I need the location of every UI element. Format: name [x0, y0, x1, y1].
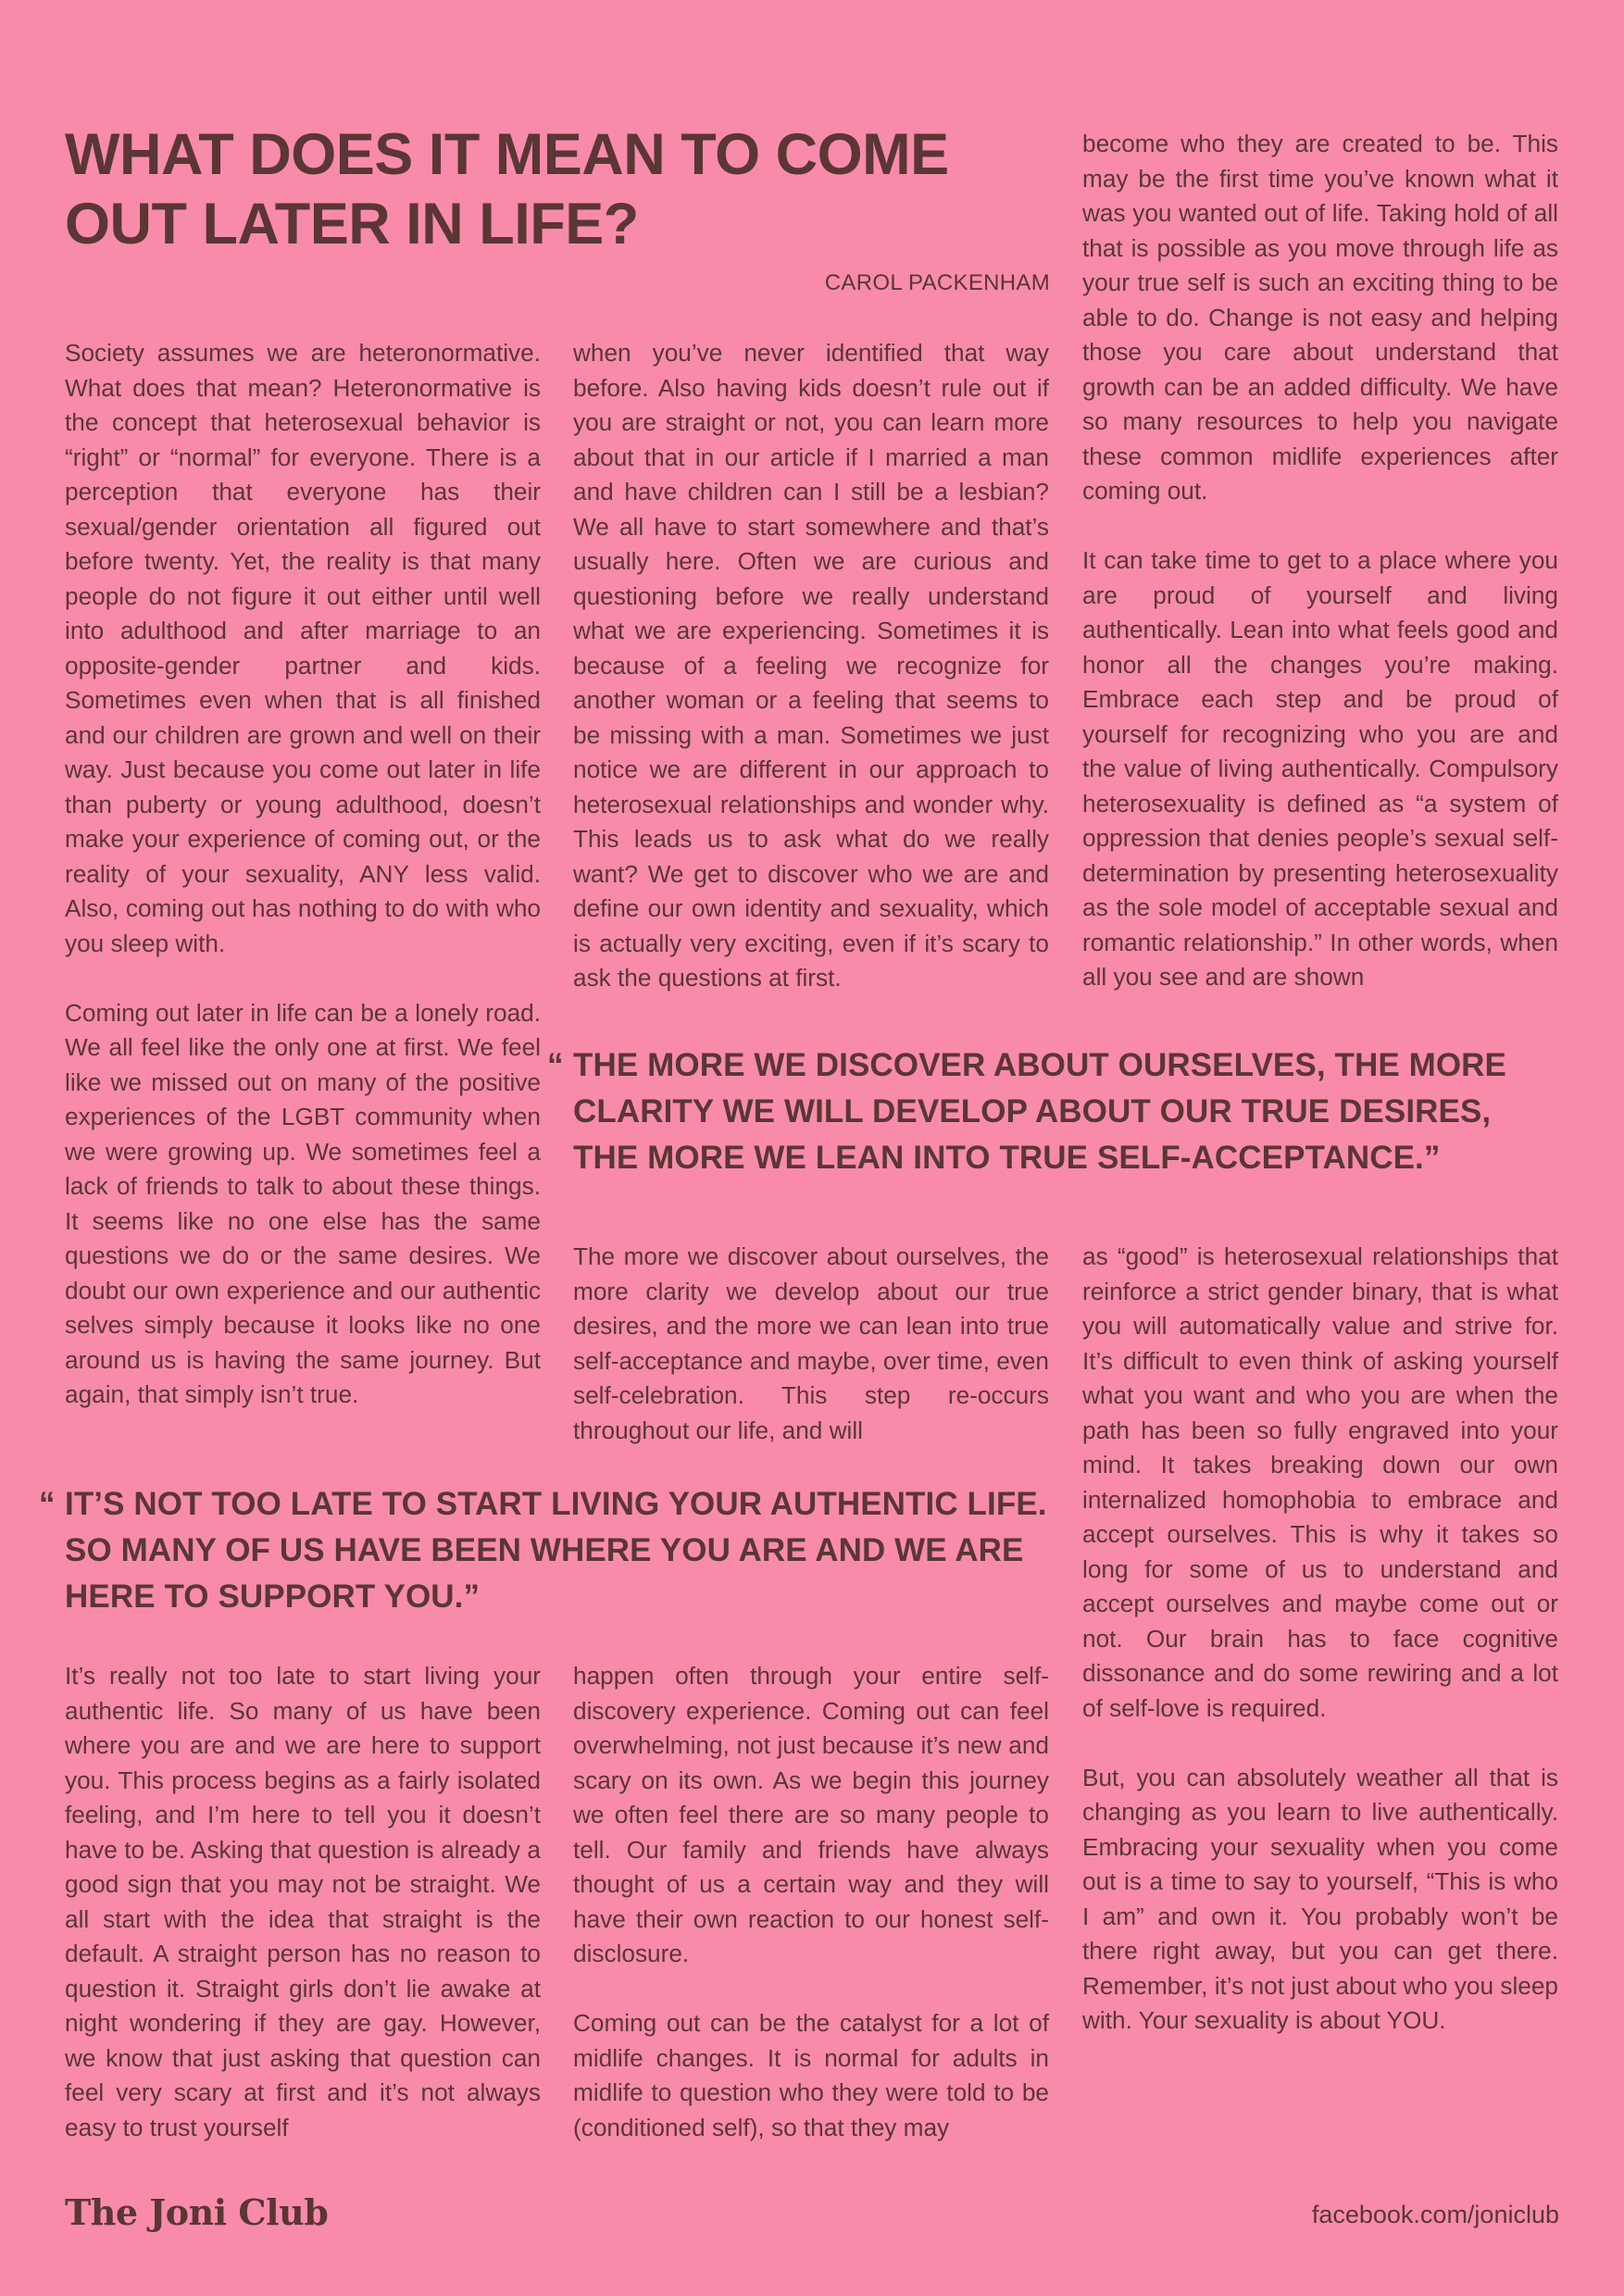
body-paragraph: when you’ve never identified that way before. Also having kids doesn’t rule out if you are straight or not, you can learn more about that in our article if I married a man and have children can I still be a lesbian? We all have to start somewhere and that’s usually here. Often we are curious and questioning before we really understand what we are experiencing. Sometimes it is because of a feeling we recognize for another woman or a feeling that seems to be missing with a man. Sometimes we just notice we are different in our approach to heterosexual relationships and wonder why. This leads us to ask what do we really want? We get to discover who we are and define our own identity and sexuality, which is actually very exciting, even if it’s scary to ask the questions at first. [573, 339, 1049, 992]
pull-quote-text: IT’S NOT TOO LATE TO START LIVING YOUR AUTHENTIC LIFE. SO MANY OF US HAVE BEEN WHERE YOU ARE AND WE ARE HERE TO SUPPORT YOU.” [65, 1486, 1047, 1615]
pull-quote-text: THE MORE WE DISCOVER ABOUT OURSELVES, THE MORE CLARITY WE WILL DEVELOP ABOUT OUR TRUE DESIRES, THE MORE WE LEAN INTO TRUE SELF-ACCEPTANCE.” [573, 1047, 1506, 1176]
quote-mark: “ [547, 1047, 564, 1083]
column-2-top [573, 336, 1049, 996]
body-paragraph: happen often through your entire self-discovery experience. Coming out can feel overwhelming, not just because it’s new and scary on its own. As we begin this journey we often feel there are so many people to tell. Our family and friends have always thought of us a certain way and they will have their own reaction to our honest self-disclosure. [573, 1662, 1049, 1967]
column-1-top [65, 336, 541, 1413]
pull-quote [39, 1481, 1050, 1620]
body-paragraph: become who they are created to be. This may be the first time you’ve known what it was you wanted out of life. Taking hold of all that is possible as you move through life as your true self is such an exciting thing to be able to do. Change is not easy and helping those you care about understand that growth can be an added difficulty. We have so many resources to help you navigate these common midlife experiences after coming out. [1082, 130, 1558, 505]
body-paragraph: Coming out later in life can be a lonely road. We all feel like the only one at first. We feel like we missed out on many of the positive experiences of the LGBT community when we were growing up. We sometimes feel a lack of friends to talk to about these things. It seems like no one else has the same questions we do or the same desires. We doubt our own experience and our authentic selves simply because it looks like no one around us is having the same journey. But again, that simply isn’t true. [65, 998, 541, 1408]
brand-logo: The Joni Club [65, 2191, 329, 2233]
column-3-bottom [1082, 1240, 1558, 2039]
body-paragraph: It can take time to get to a place where you are proud of yourself and living authentically. Lean into what feels good and honor all the changes you’re making. Embrace each step and be proud of yourself for recognizing who you are and the value of living authentically. Compulsory heterosexuality is defined as “a system of oppression that denies people’s sexual self-determination by presenting heterosexuality as the sole model of acceptable sexual and romantic relationship.” In other words, when all you see and are shown [1082, 546, 1558, 991]
body-paragraph: The more we discover about ourselves, the more clarity we develop about our true desires, and the more we can lean into true self-acceptance and maybe, over time, even self-celebration. This step re-occurs throughout our life, and will [573, 1242, 1049, 1444]
body-paragraph: as “good” is heterosexual relationships that reinforce a strict gender binary, that is what you will automatically value and strive for. It’s difficult to even think of asking yourself what you want and who you are when the path has been so fully engraved into your mind. It takes breaking down our own internalized homophobia to embrace and accept ourselves. This is why it takes so long for some of us to understand and accept ourselves and maybe come out or not. Our brain has to face cognitive dissonance and do some rewiring and a lot of self-love is required. [1082, 1242, 1558, 1722]
column-2-middle [573, 1240, 1049, 1448]
pull-quote [547, 1042, 1558, 1181]
facebook-link[interactable]: facebook.com/joniclub [1311, 2201, 1559, 2228]
quote-mark: “ [39, 1486, 56, 1522]
column-1-bottom [65, 1659, 541, 2145]
body-paragraph: Coming out can be the catalyst for a lot of midlife changes. It is normal for adults in midlife to question who they were told to be (conditioned self), so that they may [573, 2009, 1049, 2141]
body-paragraph: It’s really not too late to start living your authentic life. So many of us have been where you are and we are here to support you. This process begins as a fairly isolated feeling, and I’m here to tell you it doesn’t have to be. Asking that question is already a good sign that you may not be straight. We all start with the idea that straight is the default. A straight person has no reason to question it. Straight girls don’t lie awake at night wondering if they are gay. However, we know that just asking that question can feel very scary at first and it’s not always easy to trust yourself [65, 1662, 541, 2141]
author-byline: CAROL PACKENHAM [824, 270, 1050, 295]
column-3-top [1082, 127, 1558, 995]
body-paragraph: But, you can absolutely weather all that is changing as you learn to live authentically. Embracing your sexuality when you come out is a time to say to yourself, “This is who I am” and own it. You probably won’t be there right away, but you can get there. Remember, it’s not just about who you sleep with. Your sexuality is about YOU. [1082, 1763, 1558, 2034]
column-2-bottom [573, 1659, 1049, 2145]
article-title: WHAT DOES IT MEAN TO COME OUT LATER IN LIFE? [65, 122, 949, 256]
body-paragraph: Society assumes we are heteronormative. What does that mean? Heteronormative is the concept that heterosexual behavior is “right” or “normal” for everyone. There is a perception that everyone has their sexual/gender orientation all figured out before twenty. Yet, the reality is that many people do not figure it out either until well into adulthood and after marriage to an opposite-gender partner and kids. Sometimes even when that is all finished and our children are grown and well on their way. Just because you come out later in life than puberty or young adulthood, doesn’t make your experience of coming out, or the reality of your sexuality, ANY less valid. Also, coming out has nothing to do with who you sleep with. [65, 339, 541, 957]
